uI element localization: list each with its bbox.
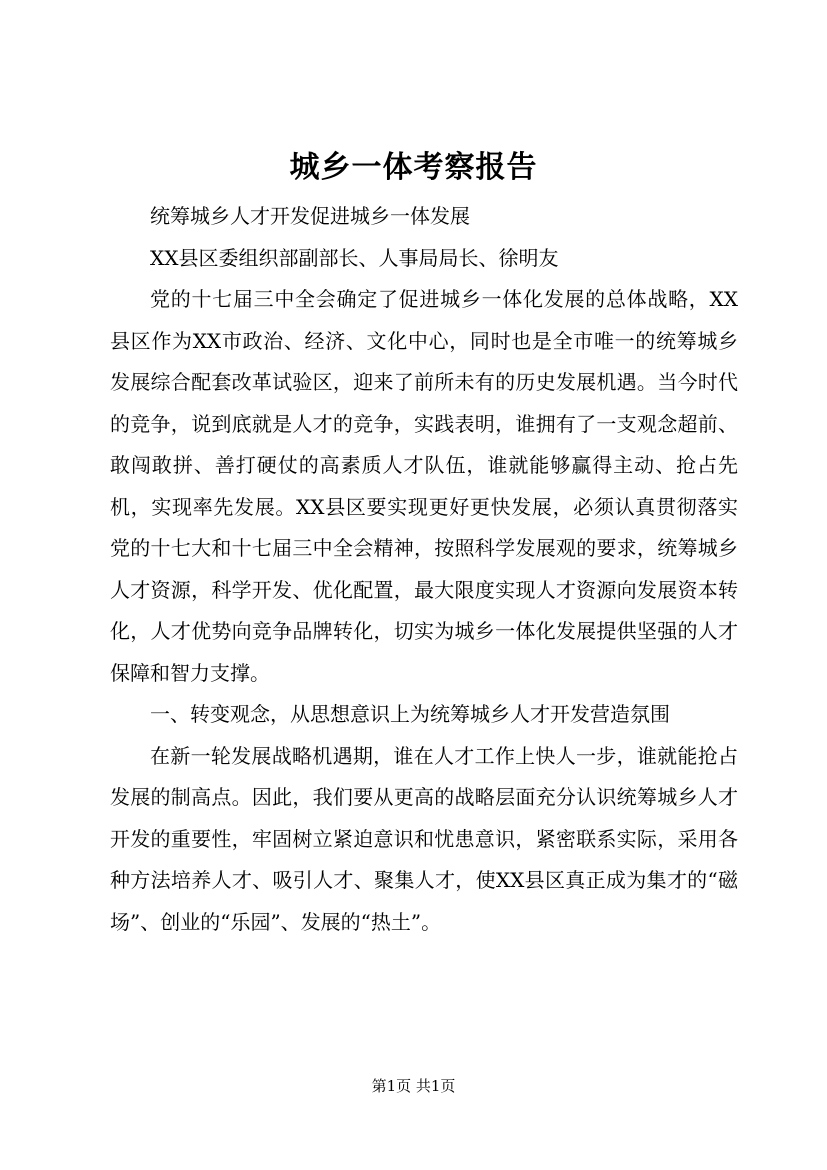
section-heading-1: 一、转变观念，从思想意识上为统筹城乡人才开发营造氛围 — [150, 702, 670, 726]
document-title: 城乡一体考察报告 — [289, 150, 538, 185]
subtitle-paragraph: 统筹城乡人才开发促进城乡一体发展 — [150, 204, 470, 228]
body-paragraph-section-1: 在新一轮发展战略机遇期，谁在人才工作上快人一步，谁就能抢占发展的制高点。因此，我们要从更高的战略层面充分认识统筹城乡人才开发的重要性，牢固树立紧迫意识和忧患意识，紧密联系实际，采用各种方法培养人才、吸引人才、聚集人才，使XX县区真正成为集才的“磁场”、创业的“乐园”、发展的“热土”。 — [110, 743, 738, 934]
body-paragraph-intro: 党的十七届三中全会确定了促进城乡一体化发展的总体战略，XX县区作为XX市政治、经济、文化中心，同时也是全市唯一的统筹城乡发展综合配套改革试验区，迎来了前所未有的历史发展机遇。当今时代的竞争，说到底就是人才的竞争，实践表明，谁拥有了一支观念超前、敢闯敢拼、善打硬仗的高素质人才队伍，谁就能够赢得主动、抢占先机，实现率先发展。XX县区要实现更好更快发展，必须认真贯彻落实党的十七大和十七届三中全会精神，按照科学发展观的要求，统筹城乡人才资源，科学开发、优化配置，最大限度实现人才资源向发展资本转化，人才优势向竞争品牌转化，切实为城乡一体化发展提供坚强的人才保障和智力支撑。 — [110, 287, 738, 685]
document-body — [110, 196, 738, 943]
page-footer: 第1页 共1页 — [371, 1077, 456, 1095]
author-paragraph: XX县区委组织部副部长、人事局局长、徐明友 — [150, 245, 559, 270]
